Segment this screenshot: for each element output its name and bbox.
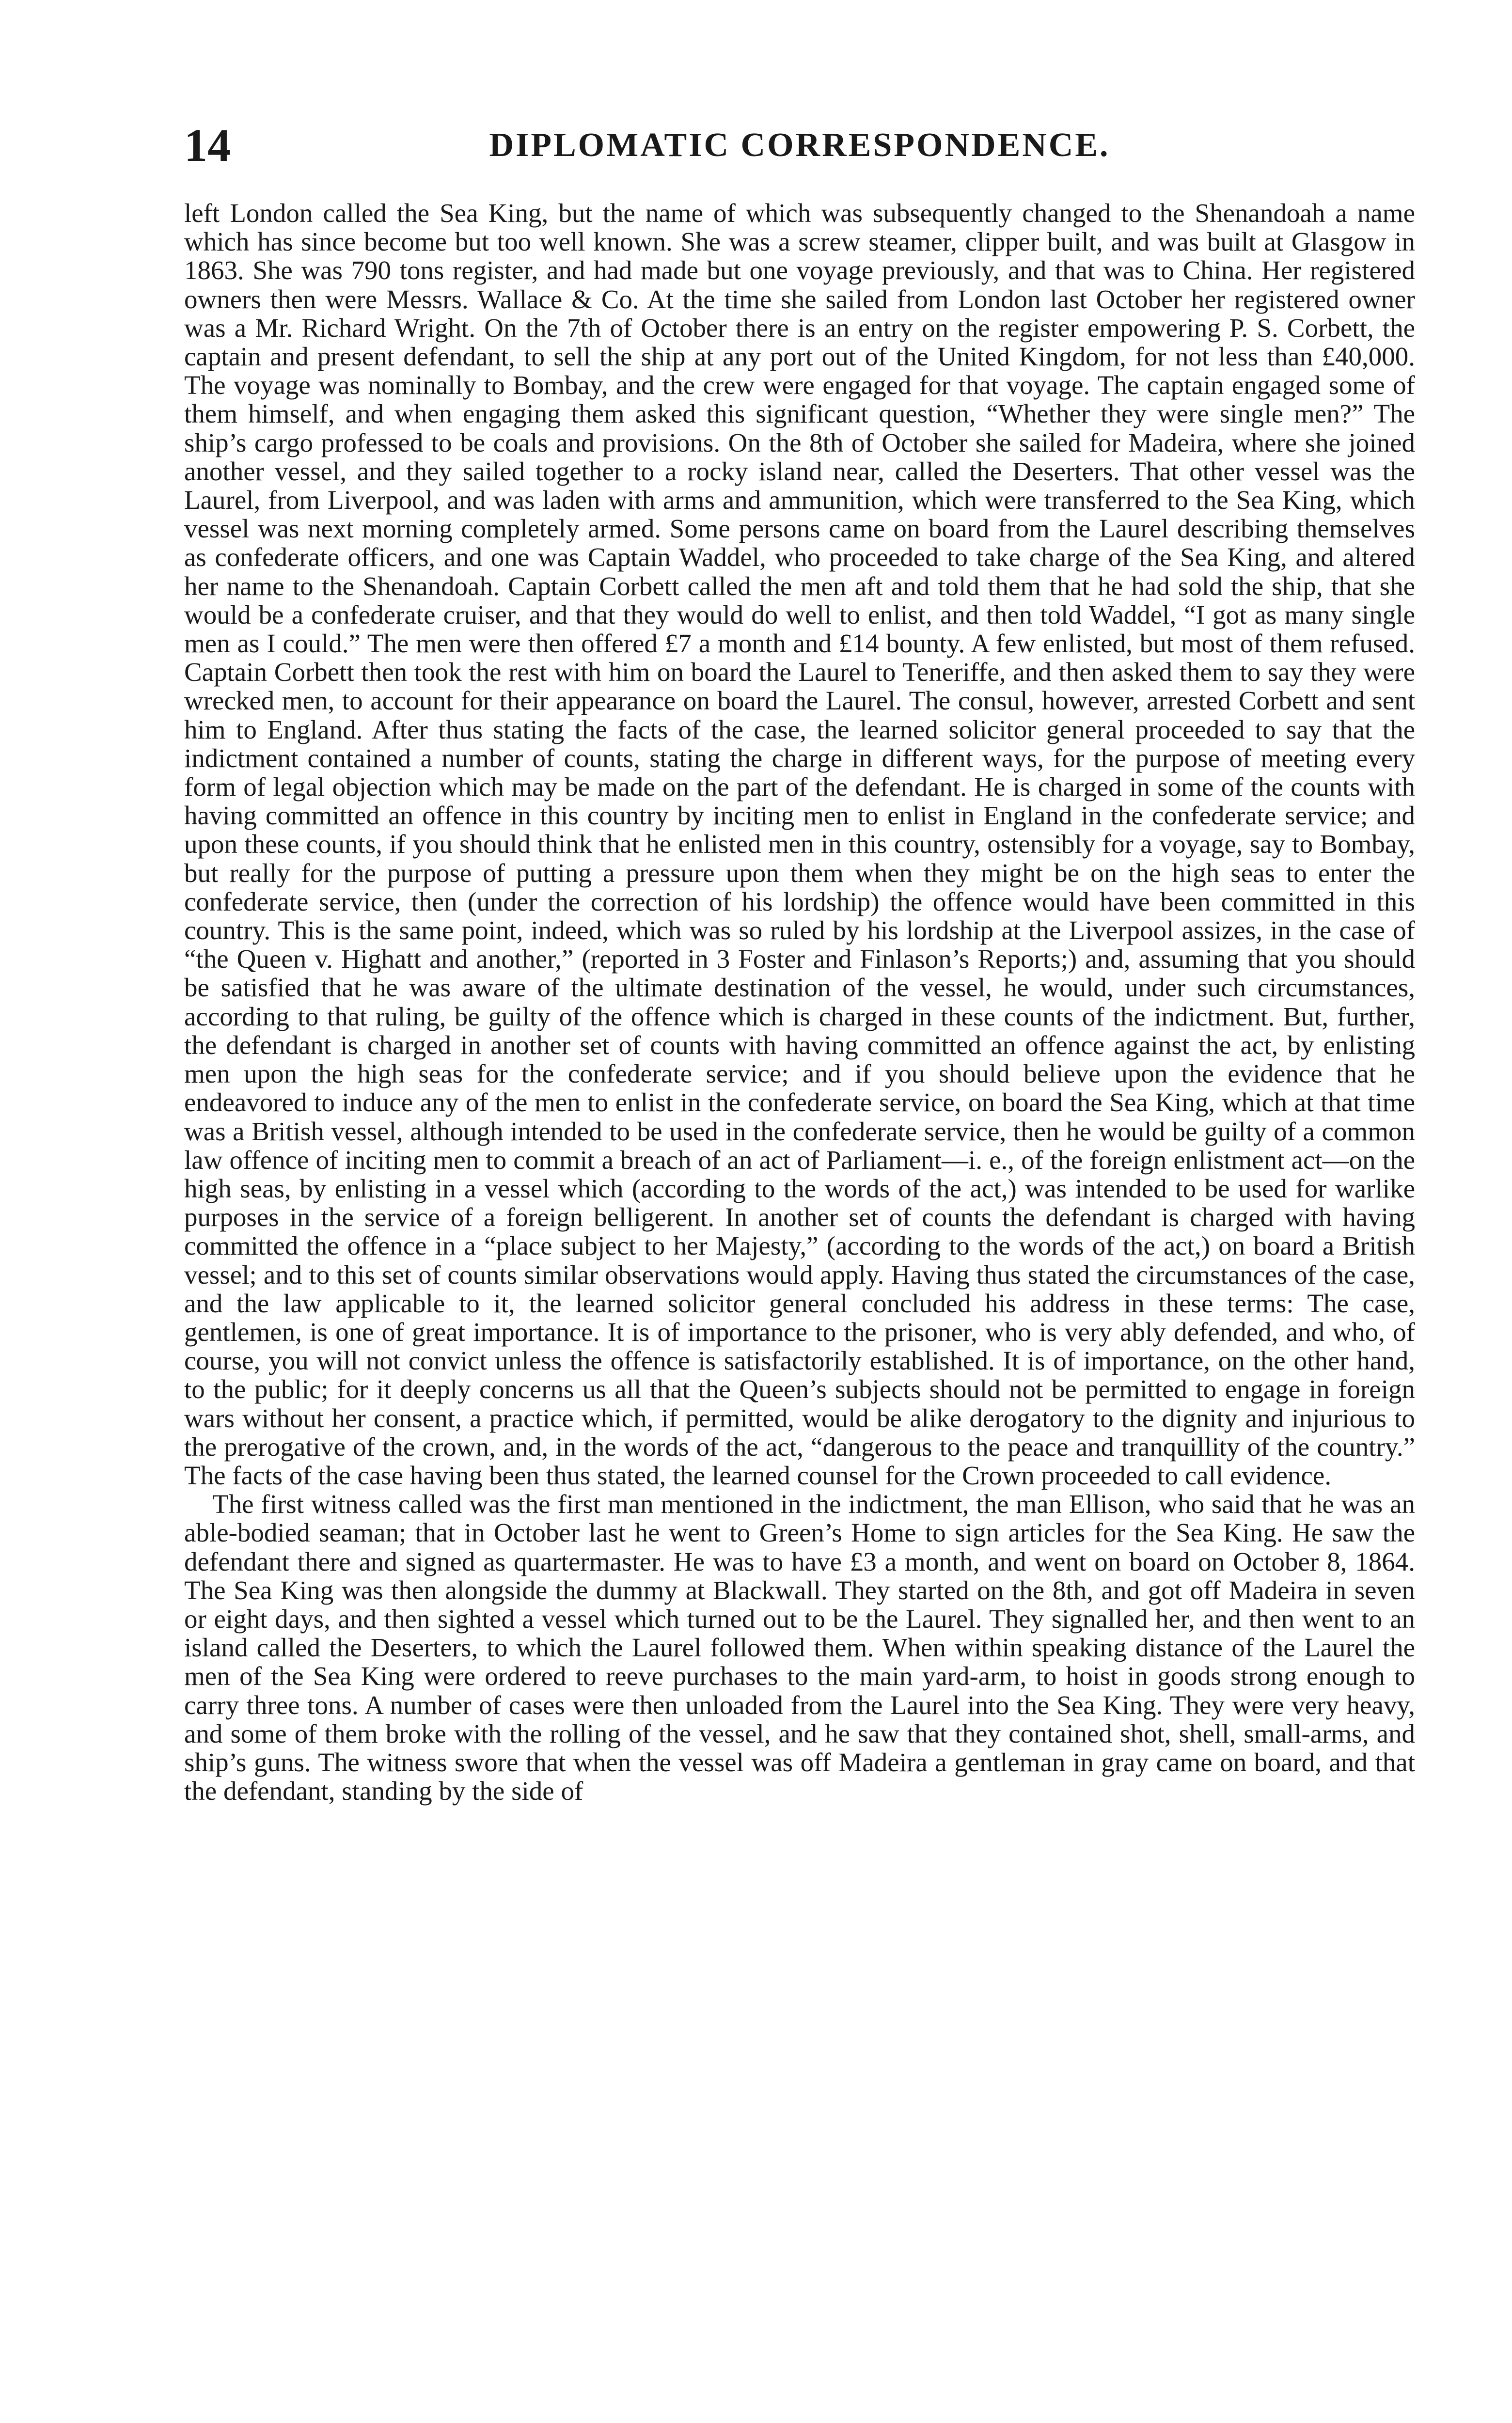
body-text (184, 199, 1415, 1805)
running-title: DIPLOMATIC CORRESPONDENCE. (489, 126, 1110, 164)
paragraph: The first witness called was the first man mentioned in the indictment, the man Ellison, who said that he was an able-bodied seaman; that in October last he went to Green’s Home to sign articles for the Sea King. He saw the defendant there and signed as quartermaster. He was to have £3 a month, and went on board on October 8, 1864. The Sea King was then alongside the dummy at Blackwall. They started on the 8th, and got off Madeira in seven or eight days, and then sighted a vessel which turned out to be the Laurel. They signalled her, and then went to an island called the Deserters, to which the Laurel followed them. When within speaking distance of the Laurel the men of the Sea King were ordered to reeve purchases to the main yard-arm, to hoist in goods strong enough to carry three tons. A number of cases were then unloaded from the Laurel into the Sea King. They were very heavy, and some of them broke with the rolling of the vessel, and he saw that they contained shot, shell, small-arms, and ship’s guns. The witness swore that when the vessel was off Madeira a gentleman in gray came on board, and that the defendant, standing by the side of (184, 1489, 1415, 1806)
page-number: 14 (184, 119, 231, 171)
paragraph: left London called the Sea King, but the name of which was subsequently changed to the Shenandoah a name which has since become but too well known. She was a screw steamer, clipper built, and was built at Glasgow in 1863. She was 790 tons register, and had made but one voyage previously, and that was to China. Her registered owners then were Messrs. Wallace & Co. At the time she sailed from London last October her registered owner was a Mr. Richard Wright. On the 7th of October there is an entry on the register empowering P. S. Corbett, the captain and present defendant, to sell the ship at any port out of the United Kingdom, for not less than £40,000. The voyage was nominally to Bombay, and the crew were engaged for that voyage. The captain engaged some of them himself, and when engaging them asked this significant question, “Whether they were single men?” The ship’s cargo professed to be coals and provisions. On the 8th of October she sailed for Madeira, where she joined another vessel, and they sailed together to a rocky island near, called the Deserters. That other vessel was the Laurel, from Liverpool, and was laden with arms and ammunition, which were transferred to the Sea King, which vessel was next morning completely armed. Some persons came on board from the Laurel describing themselves as confederate officers, and one was Captain Waddel, who proceeded to take charge of the Sea King, and altered her name to the Shenandoah. Captain Corbett called the men aft and told them that he had sold the ship, that she would be a confederate cruiser, and that they would do well to enlist, and then told Waddel, “I got as many single men as I could.” The men were then offered £7 a month and £14 bounty. A few enlisted, but most of them refused. Captain Corbett then took the rest with him on board the Laurel to Teneriffe, and then asked them to say they were wrecked men, to account for their appearance on board the Laurel. The consul, however, arrested Corbett and sent him to England. After thus stating the facts of the case, the learned solicitor general proceeded to say that the indictment contained a number of counts, stating the charge in different ways, for the purpose of meeting every form of legal objection which may be made on the part of the defendant. He is charged in some of the counts with having committed an offence in this country by inciting men to enlist in England in the confederate service; and upon these counts, if you should think that he enlisted men in this country, ostensibly for a voyage, say to Bombay, but really for the purpose of putting a pressure upon them when they might be on the high seas to enter the confederate service, then (under the correction of his lordship) the offence would have been committed in this country. This is the same point, indeed, which was so ruled by his lordship at the Liverpool assizes, in the case of “the Queen v. Highatt and another,” (reported in 3 Foster and Finlason’s Reports;) and, assuming that you should be satisfied that he was aware of the ultimate destination of the vessel, he would, under such circumstances, according to that ruling, be guilty of the offence which is charged in these counts of the indictment. But, further, the defendant is charged in another set of counts with having committed an offence against the act, by enlisting men upon the high seas for the confederate service; and if you should believe upon the evidence that he endeavored to induce any of the men to enlist in the confederate service, on board the Sea King, which at that time was a British vessel, although intended to be used in the confederate service, then he would be guilty of a common law offence of inciting men to commit a breach of an act of Parliament—i. e., of the foreign enlistment act—on the high seas, by enlisting in a vessel which (according to the words of the act,) was intended to be used for warlike purposes in the service of a foreign belligerent. In another set of counts the defendant is charged with having committed the offence in a “place subject to her Majesty,” (according to the words of the act,) on board a British vessel; and to this set of counts similar observations would apply. Having thus stated the circumstances of the case, and the law applicable to it, the learned solicitor general concluded his address in these terms: The case, gentlemen, is one of great importance. It is of importance to the prisoner, who is very ably defended, and who, of course, you will not convict unless the offence is satisfactorily established. It is of importance, on the other hand, to the public; for it deeply concerns us all that the Queen’s subjects should not be permitted to engage in foreign wars without her consent, a practice which, if permitted, would be alike derogatory to the dignity and injurious to the prerogative of the crown, and, in the words of the act, “dangerous to the peace and tranquillity of the country.” The facts of the case having been thus stated, the learned counsel for the Crown proceeded to call evidence. (184, 198, 1415, 1490)
page-header (184, 116, 1415, 174)
